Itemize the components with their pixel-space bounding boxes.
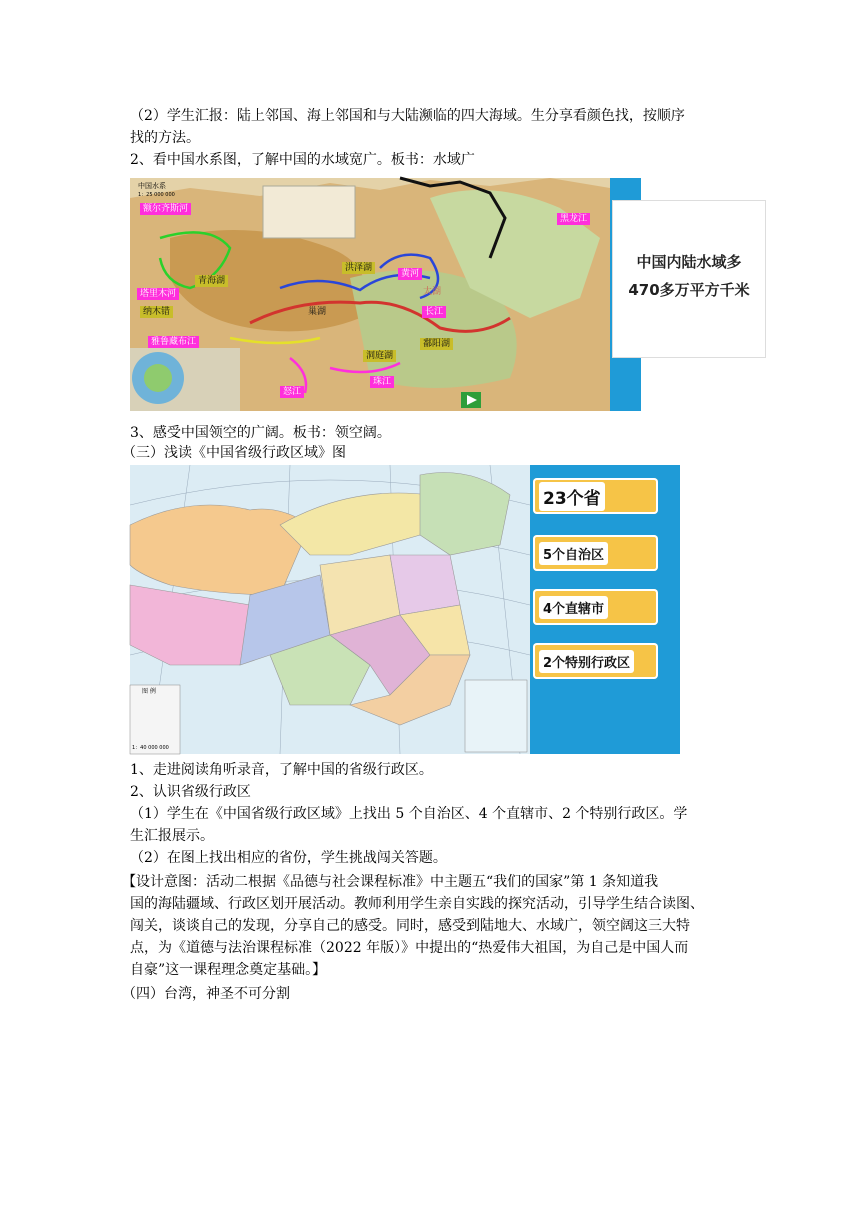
label-poyanghu: 鄱阳湖 (420, 338, 453, 350)
stat-provinces (533, 478, 658, 514)
admin-regions-map (130, 465, 530, 754)
stat-municipalities (533, 589, 658, 625)
paragraph-design-intent-2: 国的海陆疆域、行政区划开展活动。教师利用学生亲自实践的探究活动，引导学生结合读图、 (130, 896, 704, 912)
paragraph-design-intent-5: 自豪”这一课程理念奠定基础。】 (130, 962, 327, 978)
paragraph-design-intent-4: 点，为《道德与法治课程标准（2022 年版）》中提出的“热爱伟大祖国，为自己是中国人而 (130, 940, 689, 956)
paragraph-design-intent-1: 【设计意图：活动二根据《品德与社会课程标准》中主题五“我们的国家”第 1 条知道我 (122, 874, 659, 890)
stat-special-label: 2个特别行政区 (539, 650, 634, 673)
water-map-title: 中国水系 (138, 182, 166, 190)
label-chaohu: 巢湖 (308, 307, 327, 317)
paragraph-reading-corner: 1、走进阅读角听录音，了解中国的省级行政区。 (130, 762, 433, 778)
water-system-figure (130, 178, 750, 411)
paragraph-airspace: 3、感受中国领空的广阔。板书：领空阔。 (130, 425, 391, 441)
label-dongtinghu: 洞庭湖 (363, 350, 396, 362)
label-yalu: 雅鲁藏布江 (148, 336, 199, 348)
paragraph-student-report-cont: 找的方法。 (130, 130, 200, 146)
label-nujiang: 怒江 (280, 386, 304, 398)
stat-provinces-label: 23个省 (539, 482, 605, 511)
label-zhujiang: 珠江 (370, 376, 394, 388)
label-huanghe: 黄河 (398, 268, 422, 280)
legend-scale: 1：40 000 000 (132, 745, 169, 751)
stat-autonomous-regions (533, 535, 658, 571)
label-erqisi: 额尔齐斯河 (140, 203, 191, 215)
admin-regions-figure (130, 465, 680, 754)
card-line-1: 中国内陆水域多 (636, 253, 742, 271)
next-arrow-button[interactable] (461, 392, 481, 408)
paragraph-find-regions: （1）学生在《中国省级行政区域》上找出 5 个自治区、4 个直辖市、2 个特别行政区。学 (130, 806, 688, 822)
inland-water-card (612, 200, 766, 358)
stat-special-regions (533, 643, 658, 679)
label-talimu: 塔里木河 (137, 288, 179, 300)
paragraph-water-system: 2、看中国水系图，了解中国的水域宽广。板书：水域广 (130, 152, 475, 168)
water-map-scale: 1：25 000 000 (138, 192, 175, 198)
paragraph-design-intent-3: 闯关，谈谈自己的发现，分享自己的感受。同时，感受到陆地大、水域广，领空阔这三大特 (130, 918, 690, 934)
section-heading-provinces: （三）浅读《中国省级行政区域》图 (122, 445, 346, 461)
label-namucuo: 纳木错 (140, 306, 173, 318)
paragraph-find-regions-cont: 生汇报展示。 (130, 828, 214, 844)
label-taihu: 太湖 (423, 287, 442, 297)
paragraph-student-report: （2）学生汇报：陆上邻国、海上邻国和与大陆濒临的四大海域。生分享看颜色找，按顺序 (130, 108, 685, 124)
play-arrow-icon (461, 392, 481, 408)
stat-autonomous-label: 5个自治区 (539, 542, 608, 565)
section-heading-taiwan: （四）台湾，神圣不可分割 (122, 986, 290, 1002)
paragraph-find-provinces: （2）在图上找出相应的省份，学生挑战闯关答题。 (130, 850, 447, 866)
label-hongzehu: 洪泽湖 (342, 262, 375, 274)
stat-municipalities-label: 4个直辖市 (539, 596, 608, 619)
legend-title: 图 例 (142, 688, 156, 695)
paragraph-know-regions: 2、认识省级行政区 (130, 784, 251, 800)
label-qinghaihu: 青海湖 (195, 275, 228, 287)
label-changjiang: 长江 (422, 306, 446, 318)
label-heilongjiang: 黑龙江 (557, 213, 590, 225)
card-line-2: 470多万平方千米 (628, 281, 750, 299)
